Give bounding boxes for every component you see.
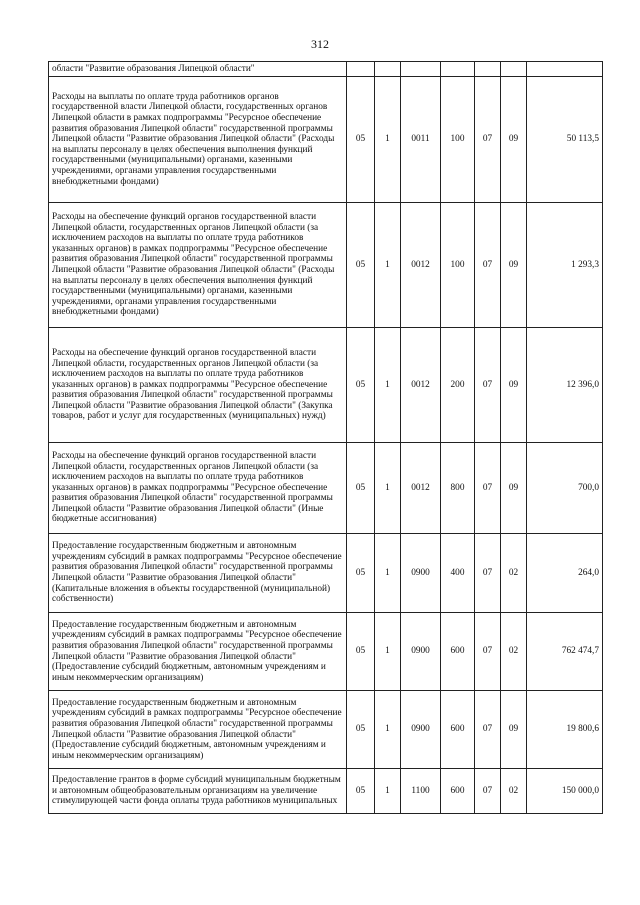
cell-ministry-code: 05 [347, 613, 375, 691]
cell-section: 07 [475, 769, 501, 814]
table-row [49, 534, 603, 613]
cell-program-code: 1 [375, 443, 401, 534]
cell-amount: 150 000,0 [527, 769, 603, 814]
cell-target-code: 0012 [401, 443, 441, 534]
cell-section: 07 [475, 77, 501, 203]
row-description: Расходы на обеспечение функций органов государственной власти Липецкой области, государственных органов Липецкой области (за исключением расходов на выплаты по оплате труда работников указанных органов) в рамках подпрограммы "Ресурсное обеспечение развития образования Липецкой области" государственной программы Липецкой области "Развитие образования Липецкой области" (Закупка товаров, работ и услуг для государственных (муниципальных) нужд) [49, 328, 347, 443]
cell-program-code: 1 [375, 328, 401, 443]
cell-expense-type: 800 [441, 443, 475, 534]
cell-amount: 762 474,7 [527, 613, 603, 691]
cell-section: 07 [475, 443, 501, 534]
cell-amount: 12 396,0 [527, 328, 603, 443]
cell-section: 07 [475, 328, 501, 443]
cell-amount [527, 62, 603, 77]
cell-expense-type: 400 [441, 534, 475, 613]
table-row [49, 62, 603, 77]
cell-subsection: 09 [501, 691, 527, 769]
row-description: Предоставление государственным бюджетным и автономным учреждениям субсидий в рамках подпрограммы "Ресурсное обеспечение развития образования Липецкой области" государственной программы Липецкой области "Развитие образования Липецкой области" (Предоставление субсидий бюджетным, автономным учреждениям и иным некоммерческим организациям) [49, 691, 347, 769]
budget-table [48, 61, 603, 814]
cell-amount: 19 800,6 [527, 691, 603, 769]
cell-amount: 700,0 [527, 443, 603, 534]
cell-subsection [501, 62, 527, 77]
cell-expense-type: 100 [441, 77, 475, 203]
cell-target-code: 0900 [401, 613, 441, 691]
row-description: Расходы на обеспечение функций органов государственной власти Липецкой области, государственных органов Липецкой области (за исключением расходов на выплаты по оплате труда работников указанных органов) в рамках подпрограммы "Ресурсное обеспечение развития образования Липецкой области" государственной программы Липецкой области "Развитие образования Липецкой области" (Расходы на выплаты персоналу в целях обеспечения выполнения функций государственными (муниципальными) органами, казенными учреждениями, органами управления государственными внебюджетными фондами) [49, 203, 347, 328]
table-row [49, 443, 603, 534]
row-description: Предоставление грантов в форме субсидий муниципальным бюджетным и автономным общеобразовательным организациям на увеличение стимулирующей части фонда оплаты труда работников муниципальных [49, 769, 347, 814]
table-row [49, 203, 603, 328]
cell-ministry-code: 05 [347, 443, 375, 534]
cell-amount: 264,0 [527, 534, 603, 613]
cell-expense-type: 100 [441, 203, 475, 328]
cell-ministry-code [347, 62, 375, 77]
cell-program-code: 1 [375, 691, 401, 769]
cell-program-code [375, 62, 401, 77]
cell-section: 07 [475, 691, 501, 769]
table-row [49, 77, 603, 203]
cell-ministry-code: 05 [347, 328, 375, 443]
cell-ministry-code: 05 [347, 691, 375, 769]
row-description: области "Развитие образования Липецкой области" [49, 62, 347, 77]
cell-target-code: 0012 [401, 328, 441, 443]
cell-subsection: 09 [501, 328, 527, 443]
cell-expense-type: 600 [441, 769, 475, 814]
cell-subsection: 02 [501, 613, 527, 691]
cell-ministry-code: 05 [347, 769, 375, 814]
table-row [49, 769, 603, 814]
cell-ministry-code: 05 [347, 534, 375, 613]
cell-program-code: 1 [375, 203, 401, 328]
cell-section: 07 [475, 613, 501, 691]
row-description: Расходы на обеспечение функций органов государственной власти Липецкой области, государственных органов Липецкой области (за исключением расходов на выплаты по оплате труда работников указанных органов) в рамках подпрограммы "Ресурсное обеспечение развития образования Липецкой области" государственной программы Липецкой области "Развитие образования Липецкой области" (Иные бюджетные ассигнования) [49, 443, 347, 534]
table-row [49, 328, 603, 443]
cell-target-code [401, 62, 441, 77]
cell-target-code: 1100 [401, 769, 441, 814]
cell-subsection: 09 [501, 443, 527, 534]
table-row [49, 691, 603, 769]
row-description: Предоставление государственным бюджетным и автономным учреждениям субсидий в рамках подпрограммы "Ресурсное обеспечение развития образования Липецкой области" государственной программы Липецкой области "Развитие образования Липецкой области" (Капитальные вложения в объекты государственной (муниципальной) собственности) [49, 534, 347, 613]
cell-section: 07 [475, 534, 501, 613]
cell-amount: 50 113,5 [527, 77, 603, 203]
cell-expense-type [441, 62, 475, 77]
page-number: 312 [311, 37, 329, 51]
table-row [49, 613, 603, 691]
cell-program-code: 1 [375, 77, 401, 203]
cell-subsection: 02 [501, 534, 527, 613]
cell-program-code: 1 [375, 613, 401, 691]
row-description: Расходы на выплаты по оплате труда работников органов государственной власти Липецкой области, государственных органов Липецкой области в рамках подпрограммы "Ресурсное обеспечение развития образования Липецкой области" государственной программы Липецкой области "Развитие образования Липецкой области" (Расходы на выплаты персоналу в целях обеспечения выполнения функций государственными (муниципальными) органами, казенными учреждениями, органами управления государственными внебюджетными фондами) [49, 77, 347, 203]
cell-ministry-code: 05 [347, 77, 375, 203]
cell-subsection: 09 [501, 77, 527, 203]
row-description: Предоставление государственным бюджетным и автономным учреждениям субсидий в рамках подпрограммы "Ресурсное обеспечение развития образования Липецкой области" государственной программы Липецкой области "Развитие образования Липецкой области" (Предоставление субсидий бюджетным, автономным учреждениям и иным некоммерческим организациям) [49, 613, 347, 691]
cell-subsection: 02 [501, 769, 527, 814]
cell-target-code: 0012 [401, 203, 441, 328]
cell-subsection: 09 [501, 203, 527, 328]
cell-program-code: 1 [375, 534, 401, 613]
cell-expense-type: 600 [441, 691, 475, 769]
cell-expense-type: 200 [441, 328, 475, 443]
cell-program-code: 1 [375, 769, 401, 814]
cell-target-code: 0900 [401, 534, 441, 613]
cell-amount: 1 293,3 [527, 203, 603, 328]
cell-target-code: 0900 [401, 691, 441, 769]
cell-ministry-code: 05 [347, 203, 375, 328]
cell-target-code: 0011 [401, 77, 441, 203]
cell-section [475, 62, 501, 77]
cell-section: 07 [475, 203, 501, 328]
cell-expense-type: 600 [441, 613, 475, 691]
